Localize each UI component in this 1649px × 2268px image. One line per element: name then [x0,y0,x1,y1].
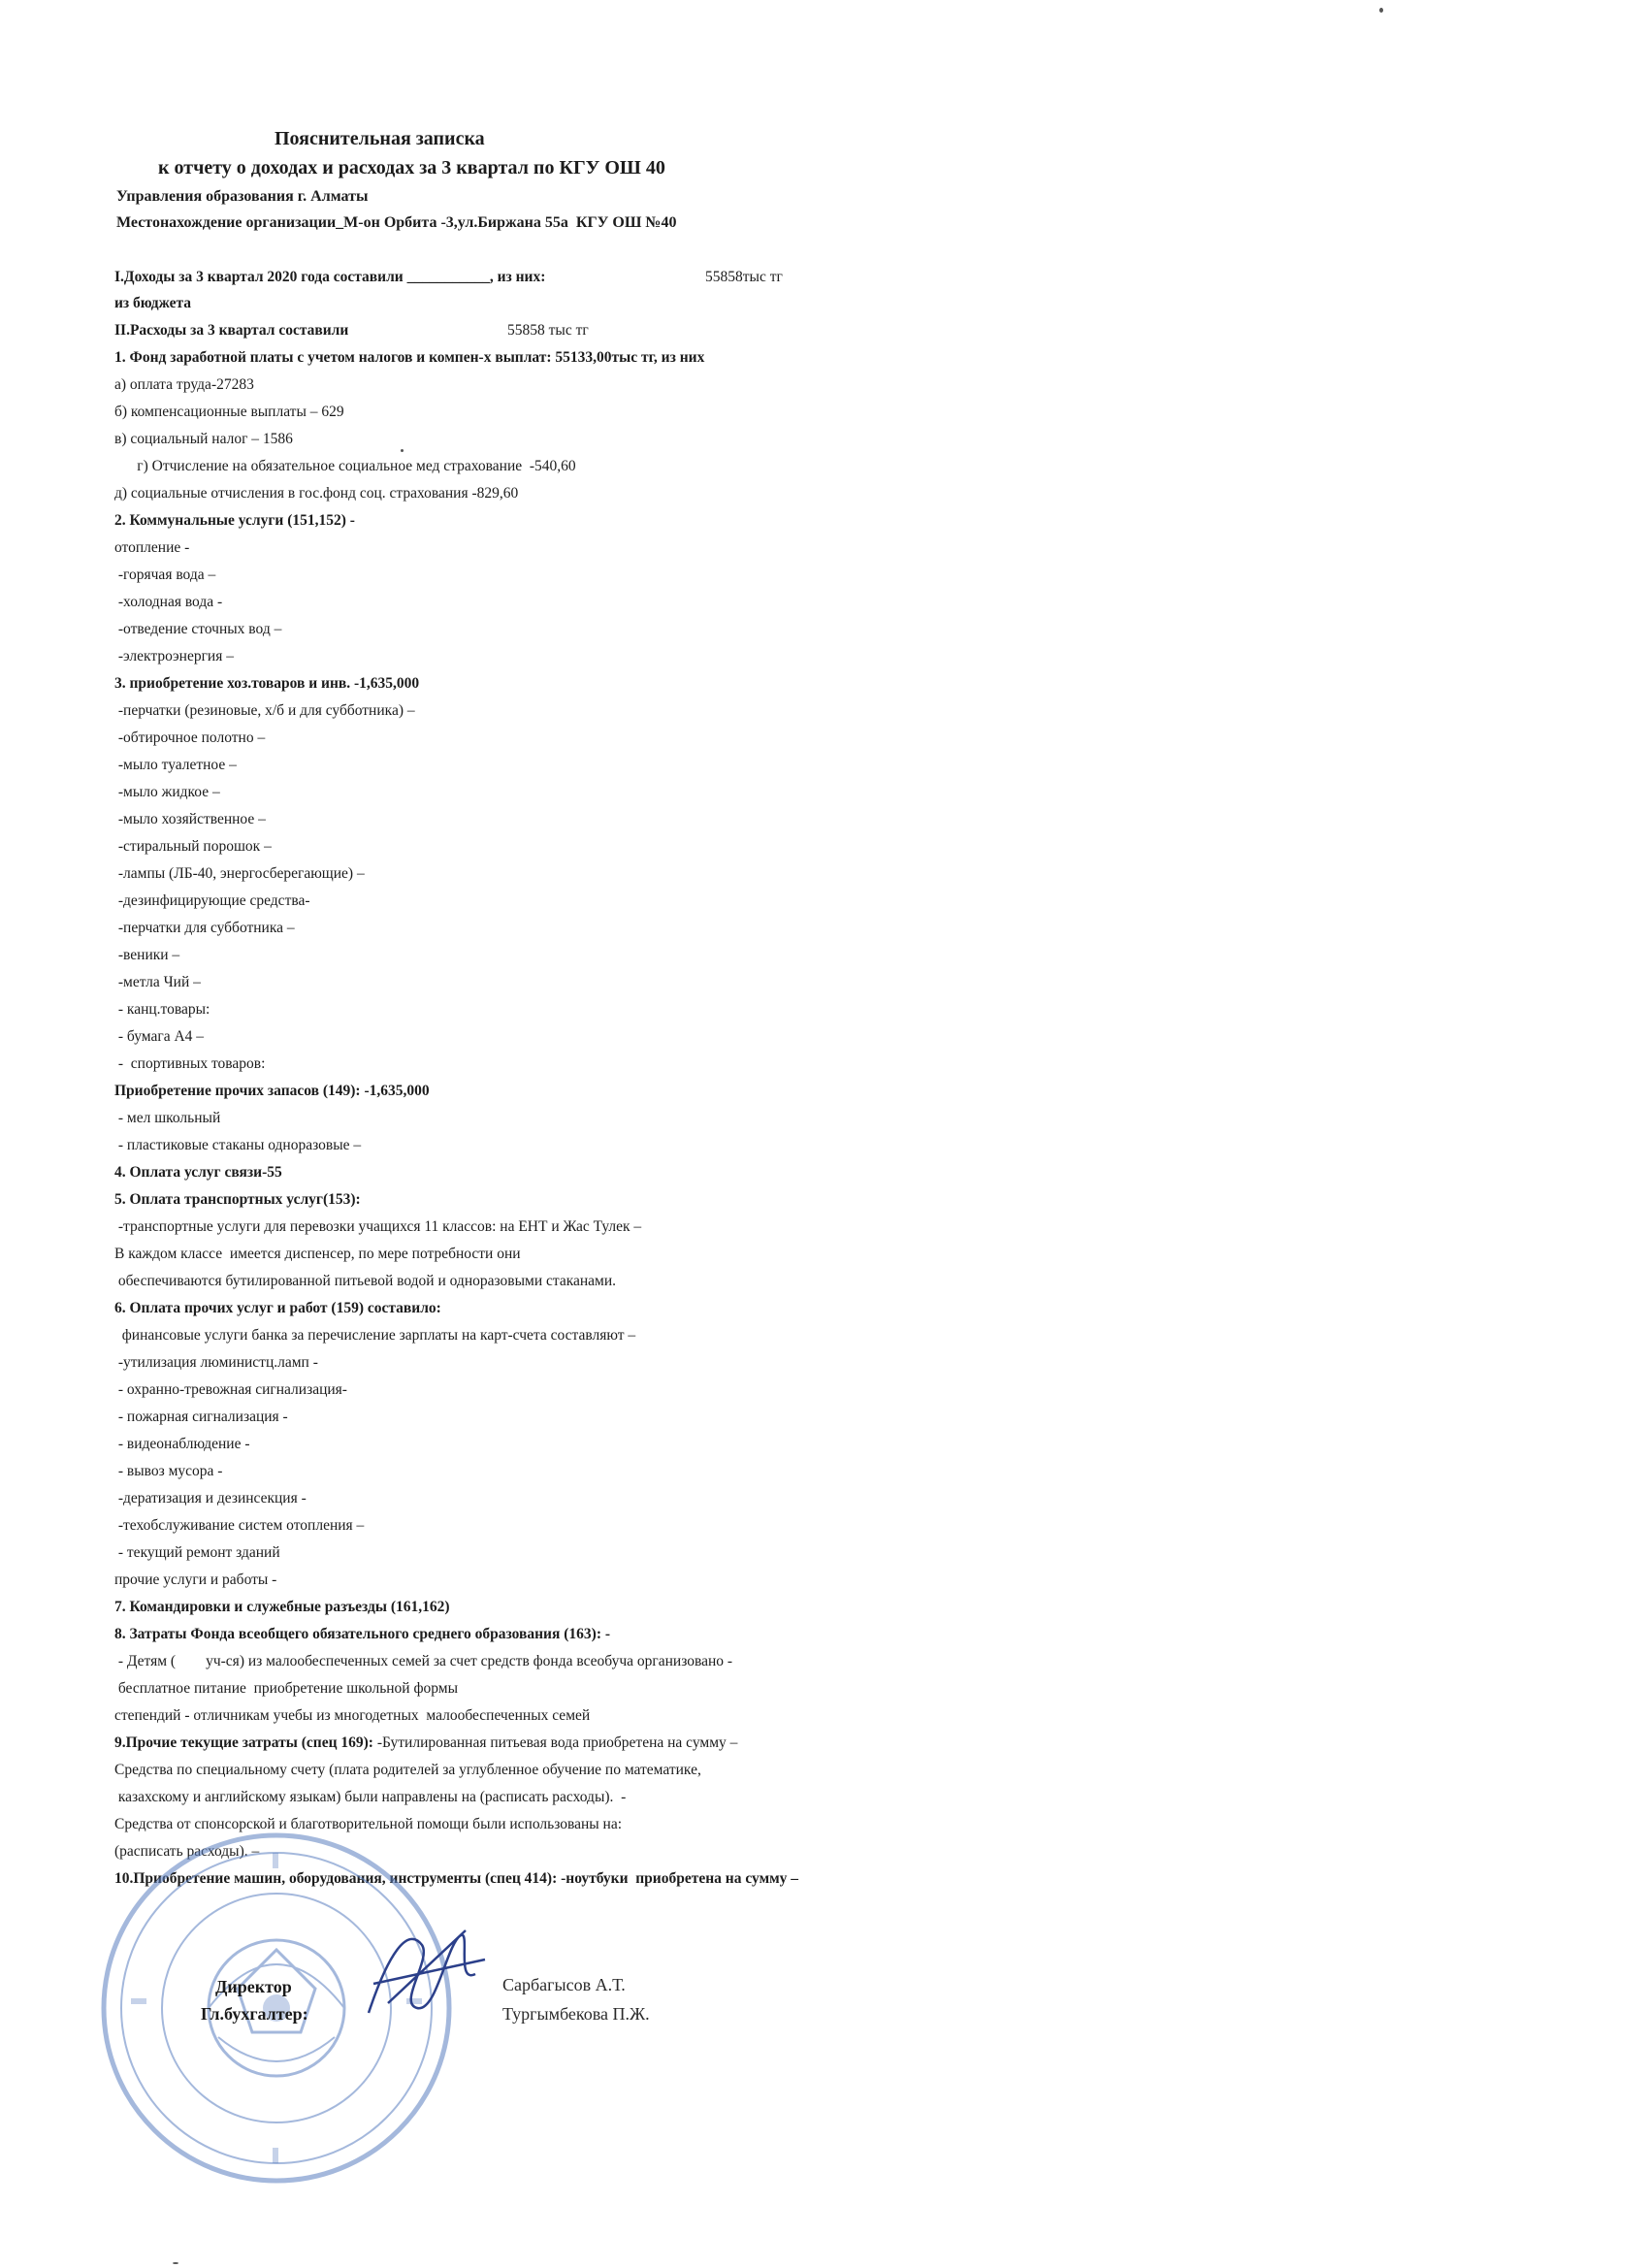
section3-item: -лампы (ЛБ-40, энергосберегающие) – [114,865,365,882]
section9-item: (расписать расходы). – [114,1843,260,1860]
section6-item: финансовые услуги банка за перечисление зарплаты на карт-счета составляют – [114,1327,636,1344]
section6-item: -дератизация и дезинсекция - [114,1490,307,1507]
scan-speck [401,449,404,452]
section8-item: - Детям ( уч-ся) из малообеспеченных семей за счет средств фонда всеобуча организовано - [114,1653,733,1669]
section4-heading: 4. Оплата услуг связи-55 [114,1164,282,1181]
income-line: I.Доходы за 3 квартал 2020 года составили ___________, из них: [114,269,546,285]
section6-item: - вывоз мусора - [114,1463,223,1479]
section2-heading: 2. Коммунальные услуги (151,152) - [114,512,355,529]
income-source: из бюджета [114,295,192,311]
section2-item: -электроэнергия – [114,648,234,664]
section6-item: прочие услуги и работы - [114,1571,277,1588]
director-name: Сарбагысов А.Т. [502,1975,626,1994]
expenses-amount: 55858 тыс тг [507,322,589,339]
section3-item: - канц.товары: [114,1001,210,1018]
section9-item: Средства от спонсорской и благотворительной помощи были использованы на: [114,1816,623,1832]
section2-item: -горячая вода – [114,567,216,583]
section6-item: - пожарная сигнализация - [114,1409,288,1425]
section3-item: - бумага А4 – [114,1028,205,1045]
section3-item: -стиральный порошок – [114,838,272,855]
section2-item: -отведение сточных вод – [114,621,282,637]
signature-mark [349,1916,495,2032]
section3-item: -перчатки для субботника – [114,920,295,936]
section8-item: бесплатное питание приобретение школьной формы [114,1680,459,1697]
section9-heading-rest: -Бутилированная питьевая вода приобретена на сумму – [372,1734,738,1751]
section1-item: д) социальные отчисления в гос.фонд соц. страхования -829,60 [114,485,519,502]
scan-speck [1379,8,1383,13]
accountant-label: Гл.бухгалтер: [201,2004,308,2024]
section3-item: -мыло туалетное – [114,757,237,773]
section7-heading: 7. Командировки и служебные разъезды (161,162) [114,1599,450,1615]
section3-item: -веники – [114,947,180,963]
section1-item: б) компенсационные выплаты – 629 [114,404,344,420]
section8-item: степендий - отличникам учебы из многодетных малообеспеченных семей [114,1707,591,1724]
section9-item: казахскому и английскому языкам) были направлены на (расписать расходы). - [114,1789,627,1805]
org-location: Местонахождение организации_М-он Орбита -3,ул.Биржана 55а КГУ ОШ №40 [116,214,677,231]
org-name: Управления образования г. Алматы [116,188,369,205]
director-label: Директор [215,1977,292,1996]
section3-heading: 3. приобретение хоз.товаров и инв. -1,635,000 [114,675,420,692]
section2-item: -холодная вода - [114,594,223,610]
section3-item: -мыло хозяйственное – [114,811,266,827]
section6-item: - текущий ремонт зданий [114,1544,280,1561]
section3-item: -метла Чий – [114,974,201,990]
section3-item: -мыло жидкое – [114,784,220,800]
section3-other-item: - пластиковые стаканы одноразовые – [114,1137,362,1153]
income-amount: 55858тыс тг [705,269,783,285]
section9-item: Средства по специальному счету (плата родителей за углубленное обучение по математике, [114,1762,701,1778]
doc-subtitle: к отчету о доходах и расходах за 3 квартал по КГУ ОШ 40 [158,157,665,178]
section9-heading-line [114,1733,737,1753]
section6-item: - видеонаблюдение - [114,1436,250,1452]
scan-speck [173,2262,178,2264]
section5-item: обеспечиваются бутилированной питьевой водой и одноразовыми стаканами. [114,1273,617,1289]
section8-heading: 8. Затраты Фонда всеобщего обязательного среднего образования (163): - [114,1626,611,1642]
section3-item: - спортивных товаров: [114,1055,266,1072]
section3-item: -дезинфицирующие средства- [114,892,310,909]
section2-item: отопление - [114,539,190,556]
section3-other-heading: Приобретение прочих запасов (149): -1,635,000 [114,1083,430,1099]
section3-item: -перчатки (резиновые, х/б и для субботника) – [114,702,415,719]
section1-item: в) социальный налог – 1586 [114,431,293,447]
section3-item: -обтирочное полотно – [114,729,266,746]
section1-item: г) Отчисление на обязательное социальное мед страхование -540,60 [114,458,576,474]
section6-item: -утилизация люминистц.ламп - [114,1354,318,1371]
expenses-line: II.Расходы за 3 квартал составили [114,322,349,339]
section1-heading: 1. Фонд заработной платы с учетом налогов и компен-х выплат: 55133,00тыс тг, из них [114,349,705,366]
section5-heading: 5. Оплата транспортных услуг(153): [114,1191,361,1208]
section5-item: -транспортные услуги для перевозки учащихся 11 классов: на ЕНТ и Жас Тулек – [114,1218,642,1235]
section10-heading: 10.Приобретение машин, оборудования, инструменты (спец 414): -ноутбуки приобретена на сумму – [114,1870,799,1887]
section6-item: -техобслуживание систем отопления – [114,1517,365,1534]
section5-item: В каждом классе имеется диспенсер, по мере потребности они [114,1246,521,1262]
section6-item: - охранно-тревожная сигнализация- [114,1381,347,1398]
section9-heading: 9.Прочие текущие затраты (спец 169): [114,1734,373,1751]
section1-item: а) оплата труда-27283 [114,376,254,393]
accountant-name: Тургымбекова П.Ж. [502,2004,650,2024]
section3-other-item: - мел школьный [114,1110,221,1126]
doc-title: Пояснительная записка [275,128,485,149]
section6-heading: 6. Оплата прочих услуг и работ (159) составило: [114,1300,441,1316]
